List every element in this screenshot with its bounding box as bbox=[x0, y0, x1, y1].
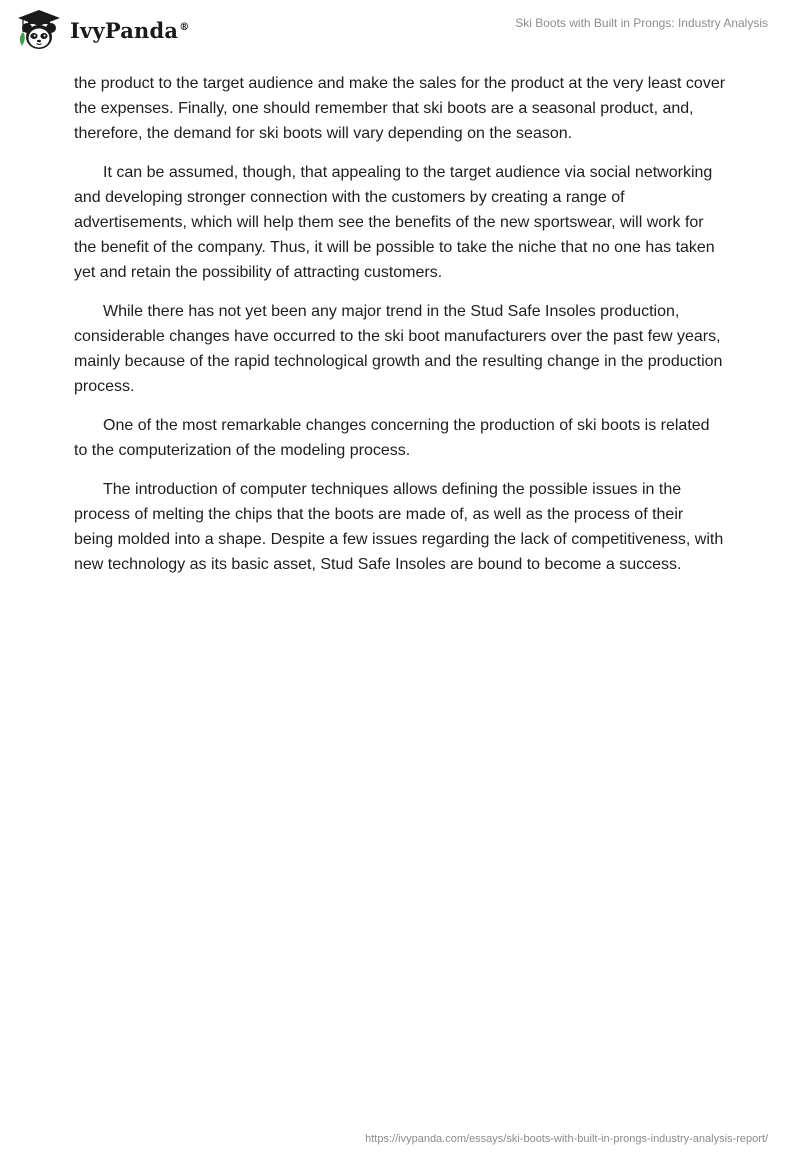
brand-name: IvyPanda® bbox=[70, 17, 190, 43]
essay-body bbox=[74, 71, 726, 591]
paragraph-3: While there has not yet been any major trend in the Stud Safe Insoles production, considerable changes have occurred to the ski boot manufacturers over the past few years, mainly because of the rapid technological growth and the resulting change in the production process. bbox=[74, 303, 723, 395]
paragraph-4: One of the most remarkable changes concerning the production of ski boots is related to the computerization of the modeling process. bbox=[74, 417, 710, 459]
paragraph-1: the product to the target audience and make the sales for the product at the very least cover the expenses. Finally, one should remember that ski boots are a seasonal product, and, therefore, the demand for ski boots will vary depending on the season. bbox=[74, 75, 726, 142]
page-header bbox=[0, 0, 800, 70]
paragraph-2: It can be assumed, though, that appealing to the target audience via social networking and developing stronger connection with the customers by creating a range of advertisements, which will help them see the benefits of the new sportswear, will work for the benefit of the company. Thus, it will be possible to take the niche that no one has taken yet and retain the possibility of attracting customers. bbox=[74, 164, 715, 281]
paragraph-5: The introduction of computer techniques allows defining the possible issues in the process of melting the chips that the boots are made of, as well as the process of their being molded into a shape. Despite a few issues regarding the lack of competitiveness, with new technology as its basic asset, Stud Safe Insoles are bound to become a success. bbox=[74, 481, 724, 573]
ivypanda-logo[interactable] bbox=[14, 8, 189, 52]
document-title: Ski Boots with Built in Prongs: Industry Analysis bbox=[515, 16, 768, 30]
source-url-link[interactable]: https://ivypanda.com/essays/ski-boots-with-built-in-prongs-industry-analysis-report/ bbox=[365, 1133, 768, 1145]
panda-graduate-icon bbox=[14, 8, 64, 52]
